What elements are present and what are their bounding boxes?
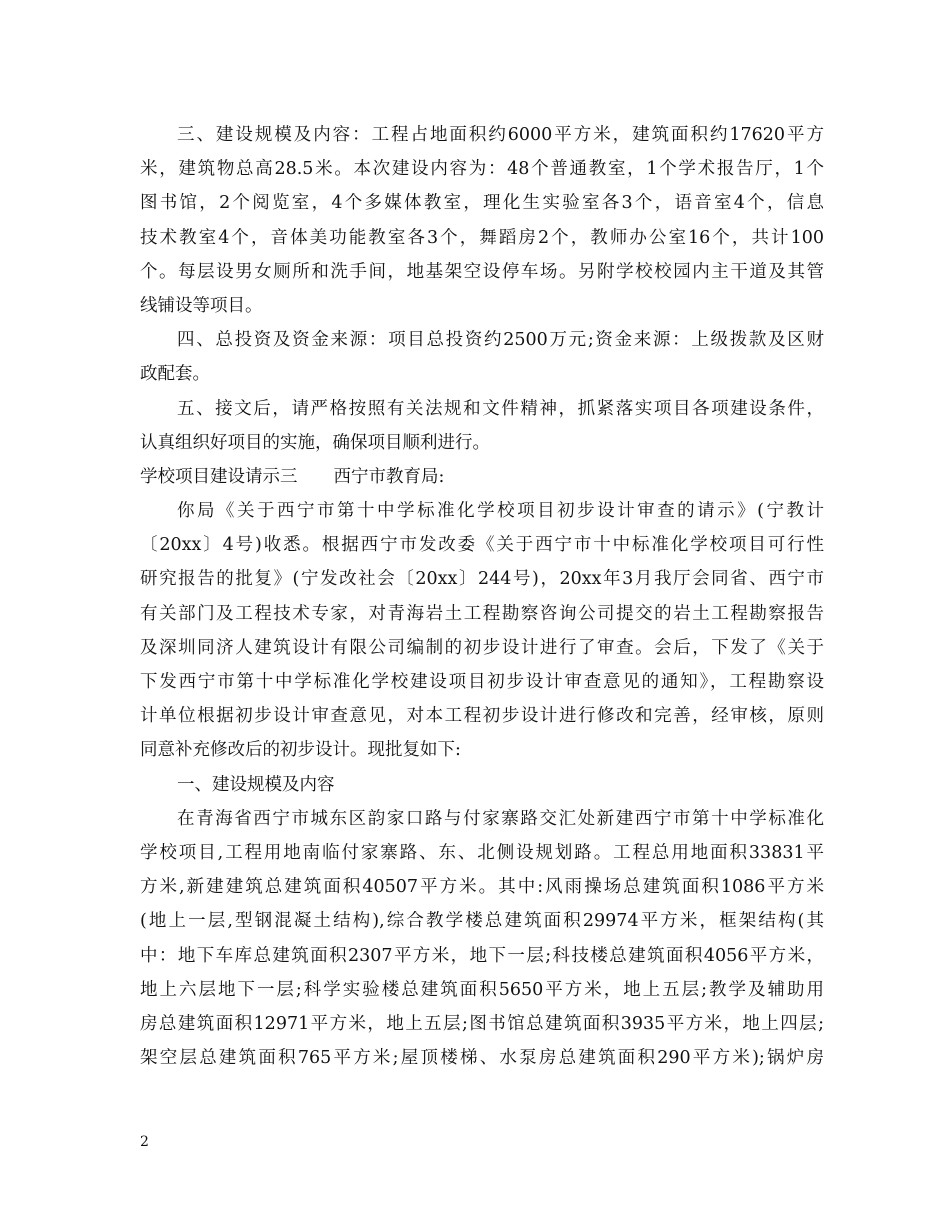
addressee: 西宁市教育局: <box>333 466 445 487</box>
paragraph-line: 同意补充修改后的初步设计。现批复如下: <box>140 740 461 761</box>
paragraph-line: 方米,新建建筑总建筑面积40507平方米。其中:风雨操场总建筑面积1086平方米 <box>140 877 824 898</box>
paragraph-line: 你局《关于西宁市第十中学标准化学校项目初步设计审查的请示》(宁教计 <box>177 501 824 522</box>
paragraph-line: 认真组织好项目的实施，确保项目顺利进行。 <box>140 432 490 453</box>
paragraph-line: 线铺设等项目。 <box>140 295 263 316</box>
paragraph-line: 计单位根据初步设计审查意见，对本工程初步设计进行修改和完善，经审核，原则 <box>140 706 824 727</box>
subheading: 一、建设规模及内容 <box>177 774 335 795</box>
paragraph-line: 政配套。 <box>140 364 210 385</box>
paragraph-line: (地上一层,型钢混凝土结构),综合教学楼总建筑面积29974平方米，框架结构(其 <box>140 911 824 932</box>
paragraph-line: 架空层总建筑面积765平方米;屋顶楼梯、水泵房总建筑面积290平方米);锅炉房 <box>140 1048 824 1069</box>
paragraph-line: 图书馆，2个阅览室，4个多媒体教室，理化生实验室各3个，语音室4个，信息 <box>140 193 824 214</box>
paragraph-line: 下发西宁市第十中学标准化学校建设项目初步设计审查意见的通知》，工程勘察设 <box>140 672 824 692</box>
paragraph-line: 五、接文后，请严格按照有关法规和文件精神，抓紧落实项目各项建设条件， <box>177 398 824 419</box>
paragraph-line: 有关部门及工程技术专家，对青海岩土工程勘察咨询公司提交的岩土工程勘察报告 <box>140 603 824 624</box>
paragraph-line: 〔20xx〕4号)收悉。根据西宁市发改委《关于西宁市十中标准化学校项目可行性 <box>140 535 824 556</box>
paragraph-line: 学校项目,工程用地南临付家寨路、东、北侧设规划路。工程总用地面积33831平 <box>140 842 824 863</box>
paragraph-line: 技术教室4个，音体美功能教室各3个，舞蹈房2个，教师办公室16个，共计100 <box>140 227 824 248</box>
paragraph-line: 地上六层地下一层;科学实验楼总建筑面积5650平方米，地上五层;教学及辅助用 <box>140 979 824 1000</box>
page-number: 2 <box>140 1134 149 1150</box>
paragraph-line: 个。每层设男女厕所和洗手间，地基架空设停车场。另附学校校园内主干道及其管 <box>140 261 824 282</box>
paragraph-line: 三、建设规模及内容：工程占地面积约6000平方米，建筑面积约17620平方 <box>177 125 824 145</box>
section-title: 学校项目建设请示三 <box>140 466 298 487</box>
section-heading-line <box>140 460 824 494</box>
paragraph-line: 研究报告的批复》(宁发改社会〔20xx〕244号)，20xx年3月我厅会同省、西宁市 <box>140 569 824 590</box>
paragraph-line: 米，建筑物总高28.5米。本次建设内容为：48个普通教室，1个学术报告厅，1个 <box>140 159 824 180</box>
paragraph-line: 中：地下车库总建筑面积2307平方米，地下一层;科技楼总建筑面积4056平方米， <box>140 945 824 966</box>
document-body <box>140 118 824 1075</box>
paragraph-line: 房总建筑面积12971平方米，地上五层;图书馆总建筑面积3935平方米，地上四层; <box>140 1013 824 1034</box>
paragraph-line: 在青海省西宁市城东区韵家口路与付家寨路交汇处新建西宁市第十中学标准化 <box>177 808 824 829</box>
paragraph-line: 及深圳同济人建筑设计有限公司编制的初步设计进行了审查。会后，下发了《关于 <box>140 637 824 658</box>
paragraph-line: 四、总投资及资金来源：项目总投资约2500万元;资金来源：上级拨款及区财 <box>177 330 824 351</box>
